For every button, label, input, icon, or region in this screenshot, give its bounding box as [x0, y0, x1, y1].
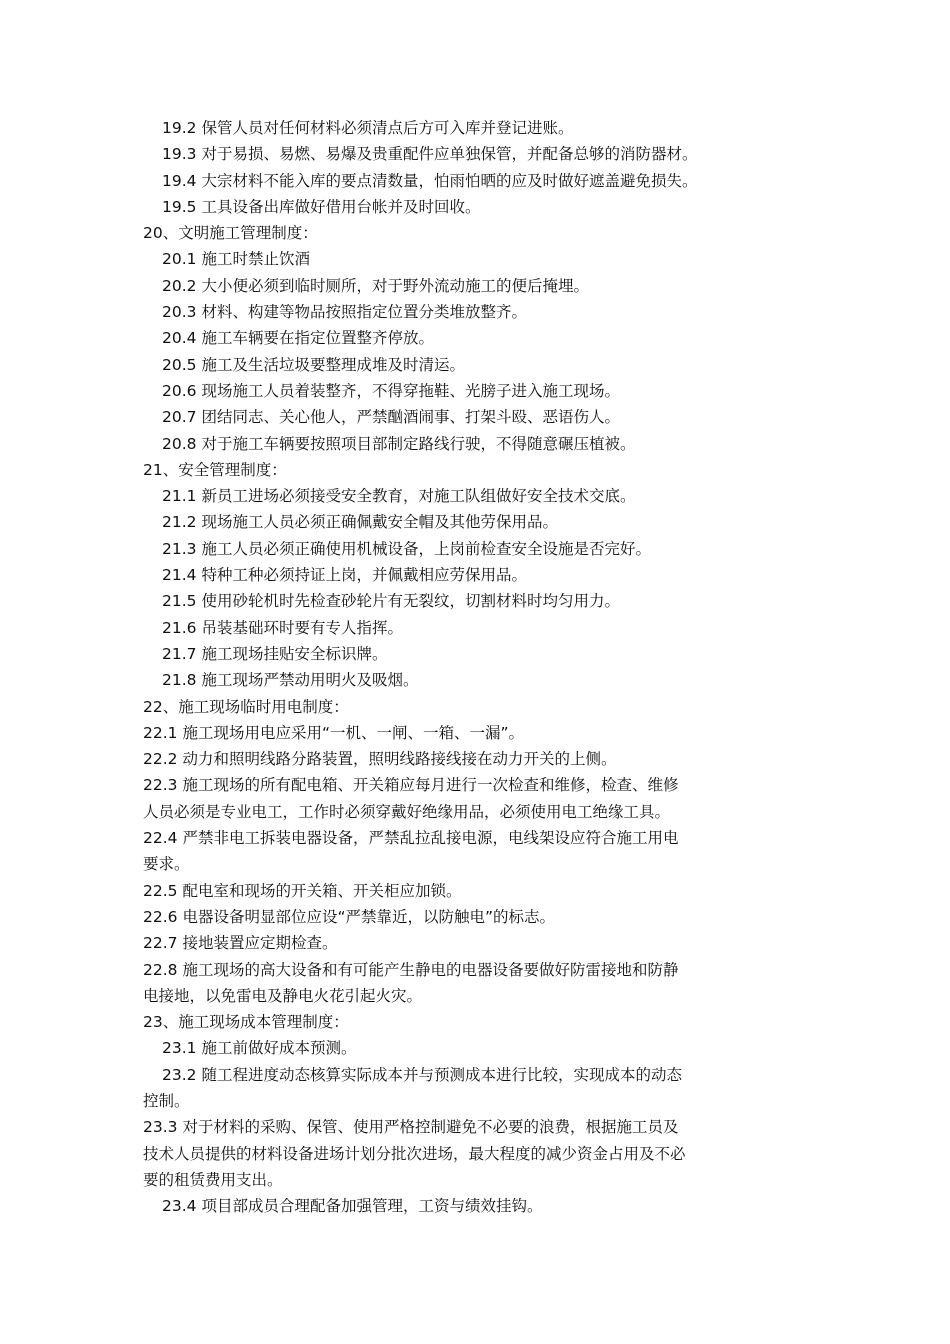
clause-20-7: 20.7 团结同志、关心他人，严禁酗酒闹事、打架斗殴、恶语伤人。	[162, 408, 620, 427]
clause-22-4-line-1: 22.4 严禁非电工拆装电器设备，严禁乱拉乱接电源，电线架设应符合施工用电	[143, 829, 679, 848]
clause-21-7: 21.7 施工现场挂贴安全标识牌。	[162, 644, 388, 663]
clause-22-4-line-2: 要求。	[143, 855, 190, 874]
clause-23-3-line-1: 23.3 对于材料的采购、保管、使用严格控制避免不必要的浪费，根据施工员及	[143, 1118, 679, 1137]
clause-20-5: 20.5 施工及生活垃圾要整理成堆及时清运。	[162, 355, 465, 374]
document-body	[143, 115, 808, 1219]
clause-23-1: 23.1 施工前做好成本预测。	[162, 1039, 357, 1058]
clause-20-8: 20.8 对于施工车辆要按照项目部制定路线行驶，不得随意碾压植被。	[162, 434, 636, 453]
clause-19-2: 19.2 保管人员对任何材料必须清点后方可入库并登记进账。	[162, 119, 574, 137]
section-heading-22: 22、施工现场临时用电制度：	[143, 697, 349, 716]
clause-23-3-line-3: 要的租赁费用支出。	[143, 1170, 283, 1189]
clause-21-1: 21.1 新员工进场必须接受安全教育，对施工队组做好安全技术交底。	[162, 487, 636, 506]
section-heading-23: 23、施工现场成本管理制度：	[143, 1013, 349, 1032]
clause-22-1: 22.1 施工现场用电应采用“一机、一闸、一箱、一漏”。	[143, 723, 525, 742]
clause-20-3: 20.3 材料、构建等物品按照指定位置分类堆放整齐。	[162, 303, 527, 322]
clause-21-3: 21.3 施工人员必须正确使用机械设备，上岗前检查安全设施是否完好。	[162, 539, 651, 558]
clause-22-7: 22.7 接地装置应定期检查。	[143, 934, 338, 953]
clause-21-5: 21.5 使用砂轮机时先检查砂轮片有无裂纹，切割材料时均匀用力。	[162, 592, 620, 611]
clause-23-2-line-2: 控制。	[143, 1091, 190, 1110]
clause-20-4: 20.4 施工车辆要在指定位置整齐停放。	[162, 329, 434, 348]
clause-22-3-line-1: 22.3 施工现场的所有配电箱、开关箱应每月进行一次检查和维修，检查、维修	[143, 776, 679, 795]
clause-22-8-line-1: 22.8 施工现场的高大设备和有可能产生静电的电器设备要做好防雷接地和防静	[143, 960, 679, 979]
clause-20-2: 20.2 大小便必须到临时厕所，对于野外流动施工的便后掩埋。	[162, 276, 589, 295]
clause-23-2-line-1: 23.2 随工程进度动态核算实际成本并与预测成本进行比较，实现成本的动态	[162, 1065, 682, 1084]
clause-22-6: 22.6 电器设备明显部位应设“严禁靠近，以防触电”的标志。	[143, 907, 556, 926]
clause-21-6: 21.6 吊装基础环时要有专人指挥。	[162, 618, 403, 637]
section-heading-20: 20、文明施工管理制度：	[143, 224, 318, 243]
clause-22-3-line-2: 人员必须是专业电工，工作时必须穿戴好绝缘用品，必须使用电工绝缘工具。	[143, 802, 671, 821]
clause-19-5: 19.5 工具设备出库做好借用台帐并及时回收。	[162, 197, 481, 216]
clause-23-4: 23.4 项目部成员合理配备加强管理，工资与绩效挂钩。	[162, 1197, 543, 1216]
clause-22-2: 22.2 动力和照明线路分路装置，照明线路接线接在动力开关的上侧。	[143, 750, 617, 769]
clause-22-5: 22.5 配电室和现场的开关箱、开关柜应加锁。	[143, 881, 462, 900]
clause-21-2: 21.2 现场施工人员必须正确佩戴安全帽及其他劳保用品。	[162, 513, 558, 532]
clause-20-1: 20.1 施工时禁止饮酒	[162, 250, 310, 269]
clause-22-8-line-2: 电接地，以免雷电及静电火花引起火灾。	[143, 986, 423, 1005]
clause-19-3: 19.3 对于易损、易燃、易爆及贵重配件应单独保管，并配备总够的消防器材。	[162, 145, 698, 164]
clause-20-6: 20.6 现场施工人员着装整齐，不得穿拖鞋、光膀子进入施工现场。	[162, 381, 620, 400]
clause-19-4: 19.4 大宗材料不能入库的要点清数量，怕雨怕晒的应及时做好遮盖避免损失。	[162, 171, 698, 190]
clause-21-4: 21.4 特种工种必须持证上岗，并佩戴相应劳保用品。	[162, 566, 527, 585]
section-heading-21: 21、安全管理制度：	[143, 460, 287, 479]
clause-23-3-line-2: 技术人员提供的材料设备进场计划分批次进场，最大程度的减少资金占用及不必	[143, 1144, 686, 1163]
clause-21-8: 21.8 施工现场严禁动用明火及吸烟。	[162, 671, 419, 690]
